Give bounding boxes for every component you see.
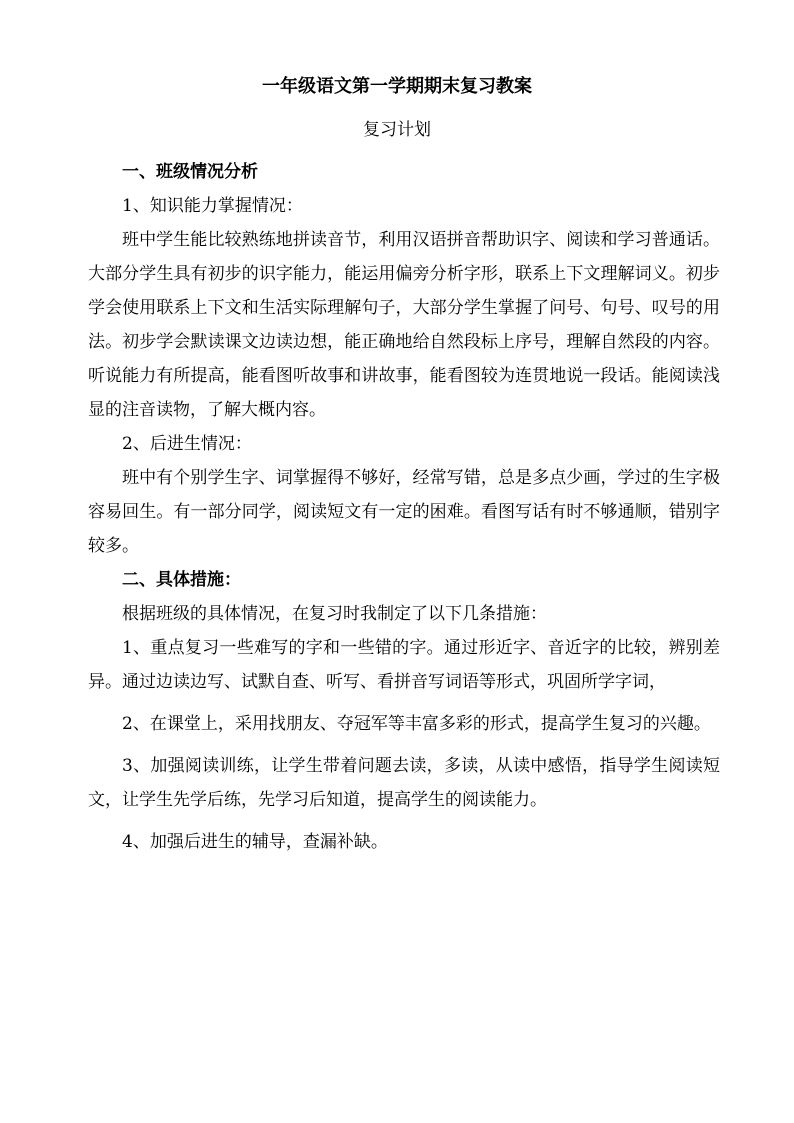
document-body	[88, 155, 720, 859]
document-title: 一年级语文第一学期期末复习教案	[262, 76, 532, 97]
measure-item-3: 3、加强阅读训练，让学生带着问题去读，多读，从读中感悟，指导学生阅读短文，让学生先学后练，先学习后知道，提高学生的阅读能力。	[88, 756, 720, 810]
paragraph-struggling-students: 班中有个别学生字、词掌握得不够好，经常写错，总是多点少画，学过的生字极容易回生。有一部分同学，阅读短文有一定的困难。看图写话有时不够通顺，错别字较多。	[88, 468, 720, 556]
measure-item-4: 4、加强后进生的辅导，查漏补缺。	[122, 832, 388, 852]
measure-item-1: 1、重点复习一些难写的字和一些错的字。通过形近字、音近字的比较，辨别差异。通过边读边写、试默自查、听写、看拼音写词语等形式，巩固所学字词，	[88, 638, 720, 692]
measure-item-2: 2、在课堂上，采用找朋友、夺冠军等丰富多彩的形式，提高学生复习的兴趣。	[122, 714, 711, 734]
section-heading-class-analysis: 一、班级情况分析	[122, 162, 258, 182]
paragraph-measures-intro: 根据班级的具体情况，在复习时我制定了以下几条措施：	[122, 604, 547, 624]
document-subtitle: 复习计划	[363, 120, 431, 140]
section-heading-measures: 二、具体措施：	[122, 570, 241, 590]
paragraph-knowledge-ability: 班中学生能比较熟练地拼读音节，利用汉语拼音帮助识字、阅读和学习普通话。大部分学生具有初步的识字能力，能运用偏旁分析字形，联系上下文理解词义。初步学会使用联系上下文和生活实际理解句子，大部分学生掌握了问号、句号、叹号的用法。初步学会默读课文边读边想，能正确地给自然段标上序号，理解自然段的内容。听说能力有所提高，能看图听故事和讲故事，能看图较为连贯地说一段话。能阅读浅显的注音读物，了解大概内容。	[88, 230, 720, 420]
subheading-struggling-students: 2、后进生情况：	[122, 434, 252, 454]
subheading-knowledge-ability: 1、知识能力掌握情况：	[122, 196, 303, 216]
